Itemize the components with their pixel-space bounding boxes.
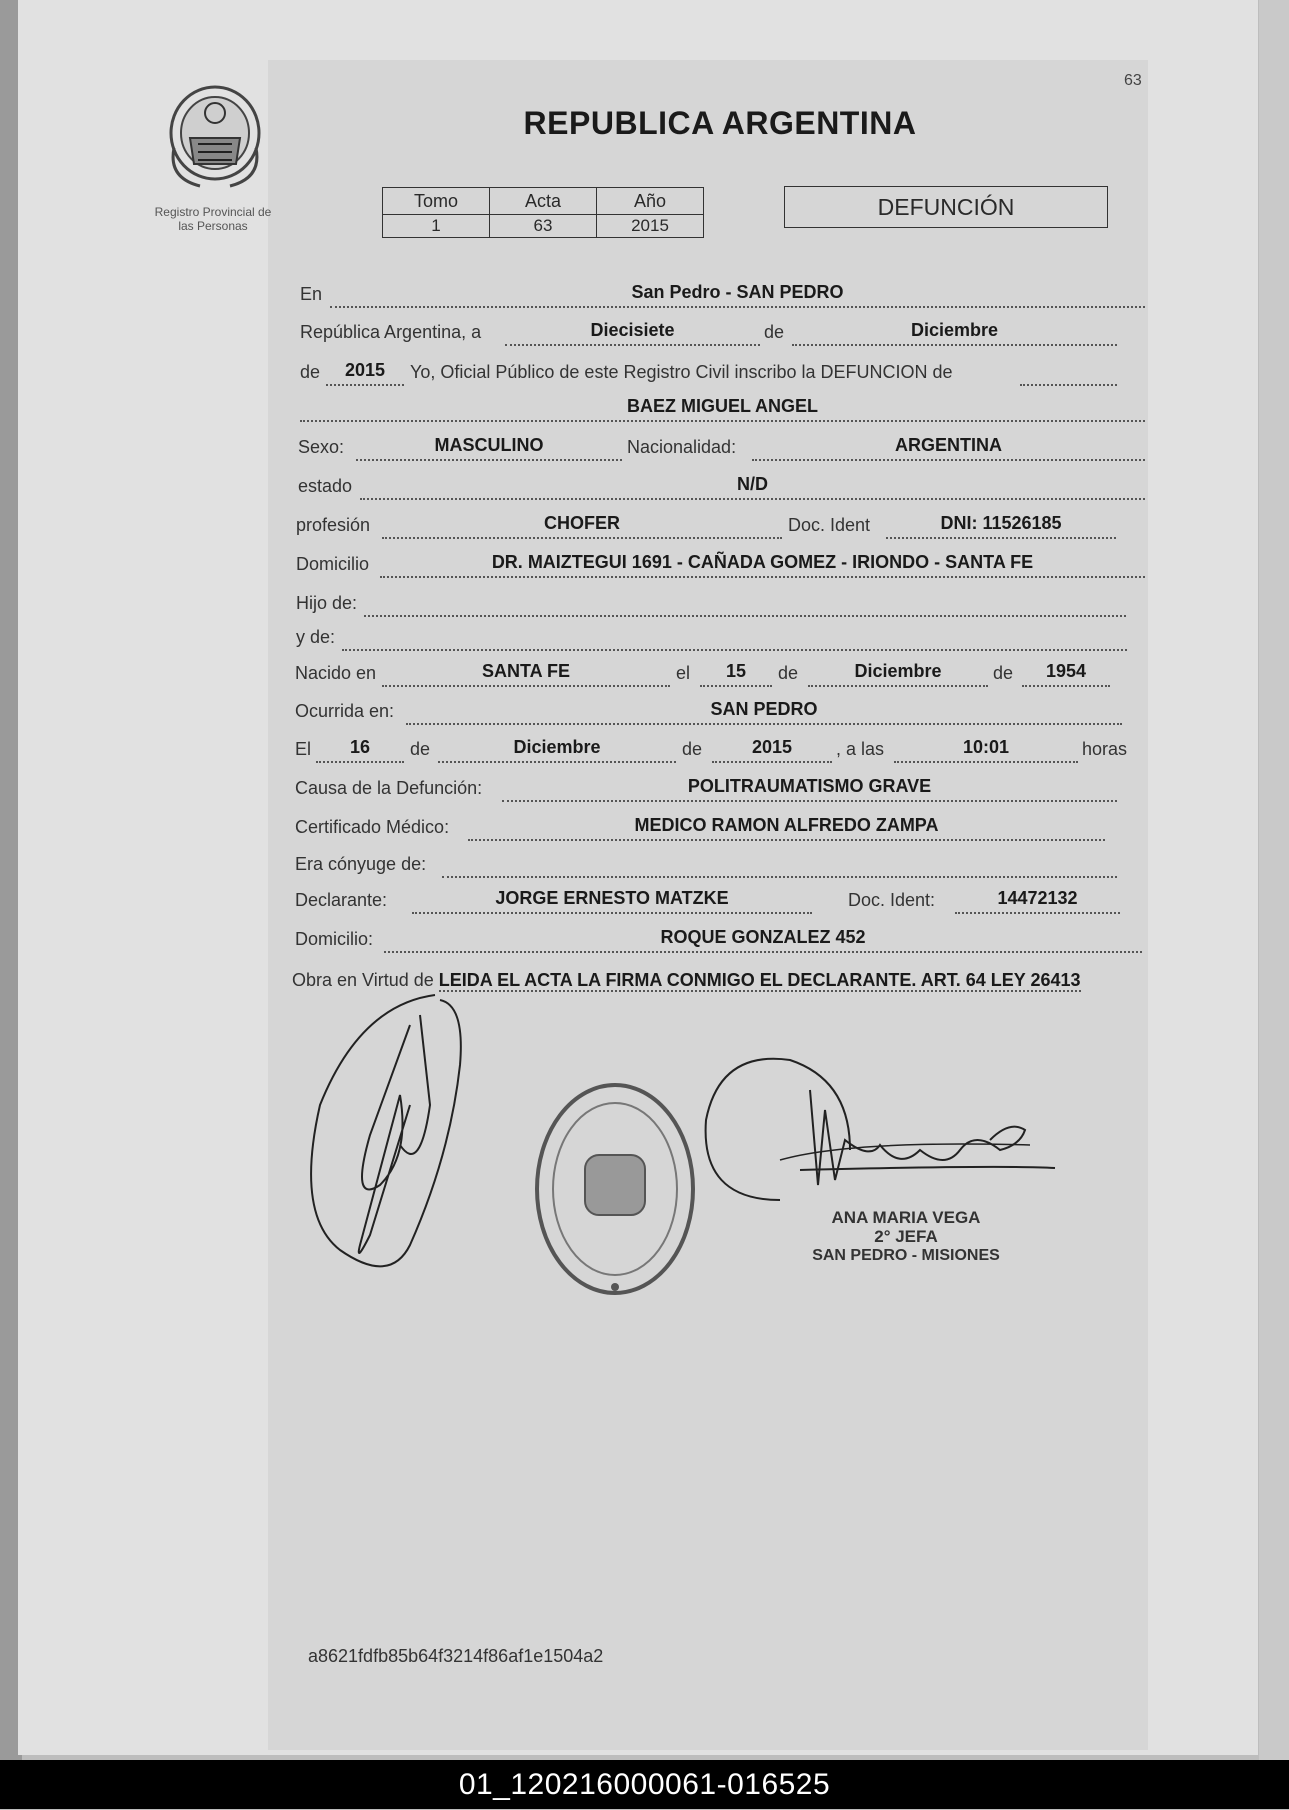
row-death-date: [0, 735, 1289, 765]
field-sex: MASCULINO: [356, 433, 622, 461]
row-birth: [0, 659, 1289, 689]
field-nationality: ARGENTINA: [752, 433, 1145, 461]
label-el-cap: El: [295, 739, 312, 759]
row-occurred: [0, 697, 1289, 727]
label-domicilio2: Domicilio:: [295, 929, 374, 949]
field-birth-day: 15: [700, 659, 772, 687]
label-doc-ident2: Doc. Ident:: [848, 890, 936, 910]
acta-value: 63: [490, 215, 597, 238]
registry-label-line1: Registro Provincial de: [154, 205, 272, 219]
field-death-time: 10:01: [894, 735, 1078, 763]
field-year: 2015: [326, 358, 404, 386]
label-conyuge: Era cónyuge de:: [295, 854, 427, 874]
label-ocurrida-en: Ocurrida en:: [295, 701, 395, 721]
field-medical-certificate: MEDICO RAMON ALFREDO ZAMPA: [468, 813, 1105, 841]
field-cause: POLITRAUMATISMO GRAVE: [502, 774, 1117, 802]
field-declarant: JORGE ERNESTO MATZKE: [412, 886, 812, 914]
official-signature: [700, 1050, 1060, 1220]
field-declarant-address: ROQUE GONZALEZ 452: [384, 925, 1142, 953]
label-doc-ident: Doc. Ident: [788, 515, 871, 535]
row-date: [0, 318, 1289, 348]
anio-value: 2015: [597, 215, 704, 238]
label-nacionalidad: Nacionalidad:: [627, 437, 737, 457]
field-address: DR. MAIZTEGUI 1691 - CAÑADA GOMEZ - IRIONDO - SANTA FE: [380, 550, 1145, 578]
scan-right-edge: [1259, 0, 1289, 1760]
row-year: [0, 358, 1289, 388]
label-a-las: , a las: [836, 739, 885, 759]
label-de-year: de: [300, 362, 321, 382]
row-address: [0, 550, 1289, 580]
field-death-month: Diciembre: [438, 735, 676, 763]
label-en: En: [300, 284, 323, 304]
label-estado: estado: [298, 476, 353, 496]
anio-label: Año: [597, 188, 704, 215]
label-horas: horas: [1082, 739, 1128, 759]
label-de-birth-month: de: [778, 663, 799, 683]
field-month: Diciembre: [792, 318, 1117, 346]
row-profession: [0, 511, 1289, 541]
field-dni: DNI: 11526185: [886, 511, 1116, 539]
label-republica: República Argentina, a: [300, 322, 482, 342]
field-name: BAEZ MIGUEL ANGEL: [300, 394, 1145, 422]
tomo-value: 1: [383, 215, 490, 238]
field-defuncion-blank: [1020, 358, 1117, 386]
reference-table: [382, 187, 704, 238]
label-hijo-de: Hijo de:: [296, 593, 358, 613]
label-causa: Causa de la Defunción:: [295, 778, 483, 798]
registry-label: [132, 205, 294, 233]
field-place: San Pedro - SAN PEDRO: [330, 280, 1145, 308]
field-birth-month: Diciembre: [808, 659, 988, 687]
row-declarant-address: [0, 925, 1289, 955]
label-nacido-en: Nacido en: [295, 663, 377, 683]
row-civil-status: [0, 472, 1289, 502]
label-sexo: Sexo:: [298, 437, 345, 457]
label-domicilio: Domicilio: [296, 554, 370, 574]
label-profesion: profesión: [296, 515, 371, 535]
field-occurred-in: SAN PEDRO: [406, 697, 1122, 725]
label-de-death-month: de: [410, 739, 431, 759]
scan-footer-id: 01_120216000061-016525: [0, 1760, 1289, 1809]
label-obra: Obra en Virtud de: [292, 970, 434, 990]
registry-label-line2: las Personas: [178, 219, 248, 233]
label-de-birth-year: de: [993, 663, 1014, 683]
row-place: [0, 280, 1289, 310]
label-de: de: [764, 322, 785, 342]
label-yo: Yo, Oficial Público de este Registro Civil inscribo la DEFUNCION de: [410, 362, 953, 382]
row-and-of: [0, 623, 1289, 653]
page-number: 63: [1124, 72, 1142, 89]
official-name: ANA MARIA VEGA: [831, 1208, 981, 1227]
official-role: 2° JEFA: [874, 1227, 938, 1246]
label-de-death-year: de: [682, 739, 703, 759]
field-profession: CHOFER: [382, 511, 782, 539]
page-title: REPUBLICA ARGENTINA: [523, 105, 917, 141]
field-civil-status: N/D: [360, 472, 1145, 500]
field-day: Diecisiete: [505, 318, 760, 346]
declarant-signature: [300, 985, 500, 1285]
field-death-year: 2015: [712, 735, 832, 763]
registry-seal-icon: [525, 1075, 705, 1303]
document-type-box: DEFUNCIÓN: [784, 186, 1108, 228]
row-cause: [0, 774, 1289, 804]
field-birth-place: SANTA FE: [382, 659, 670, 687]
acta-label: Acta: [490, 188, 597, 215]
field-spouse: [442, 850, 1117, 878]
field-declarant-doc: 14472132: [955, 886, 1120, 914]
field-son-of: [364, 589, 1126, 617]
label-el: el: [676, 663, 691, 683]
official-place: SAN PEDRO - MISIONES: [812, 1247, 1000, 1264]
field-birth-year: 1954: [1022, 659, 1110, 687]
row-name: [0, 394, 1289, 424]
field-obra: LEIDA EL ACTA LA FIRMA CONMIGO EL DECLARANTE. ART. 64 LEY 26413: [438, 970, 1081, 990]
field-and-of: [342, 623, 1127, 651]
row-son-of: [0, 589, 1289, 619]
label-y-de: y de:: [296, 627, 336, 647]
row-sex: [0, 433, 1289, 463]
label-declarante: Declarante:: [295, 890, 388, 910]
row-declarant: [0, 886, 1289, 916]
field-death-day: 16: [316, 735, 404, 763]
label-certificado: Certificado Médico:: [295, 817, 450, 837]
provincial-crest-icon: [160, 78, 270, 194]
official-stamp: [796, 1208, 1016, 1265]
document-hash: a8621fdfb85b64f3214f86af1e1504a2: [308, 1646, 604, 1666]
tomo-label: Tomo: [383, 188, 490, 215]
row-certificate: [0, 813, 1289, 843]
row-spouse: [0, 850, 1289, 880]
